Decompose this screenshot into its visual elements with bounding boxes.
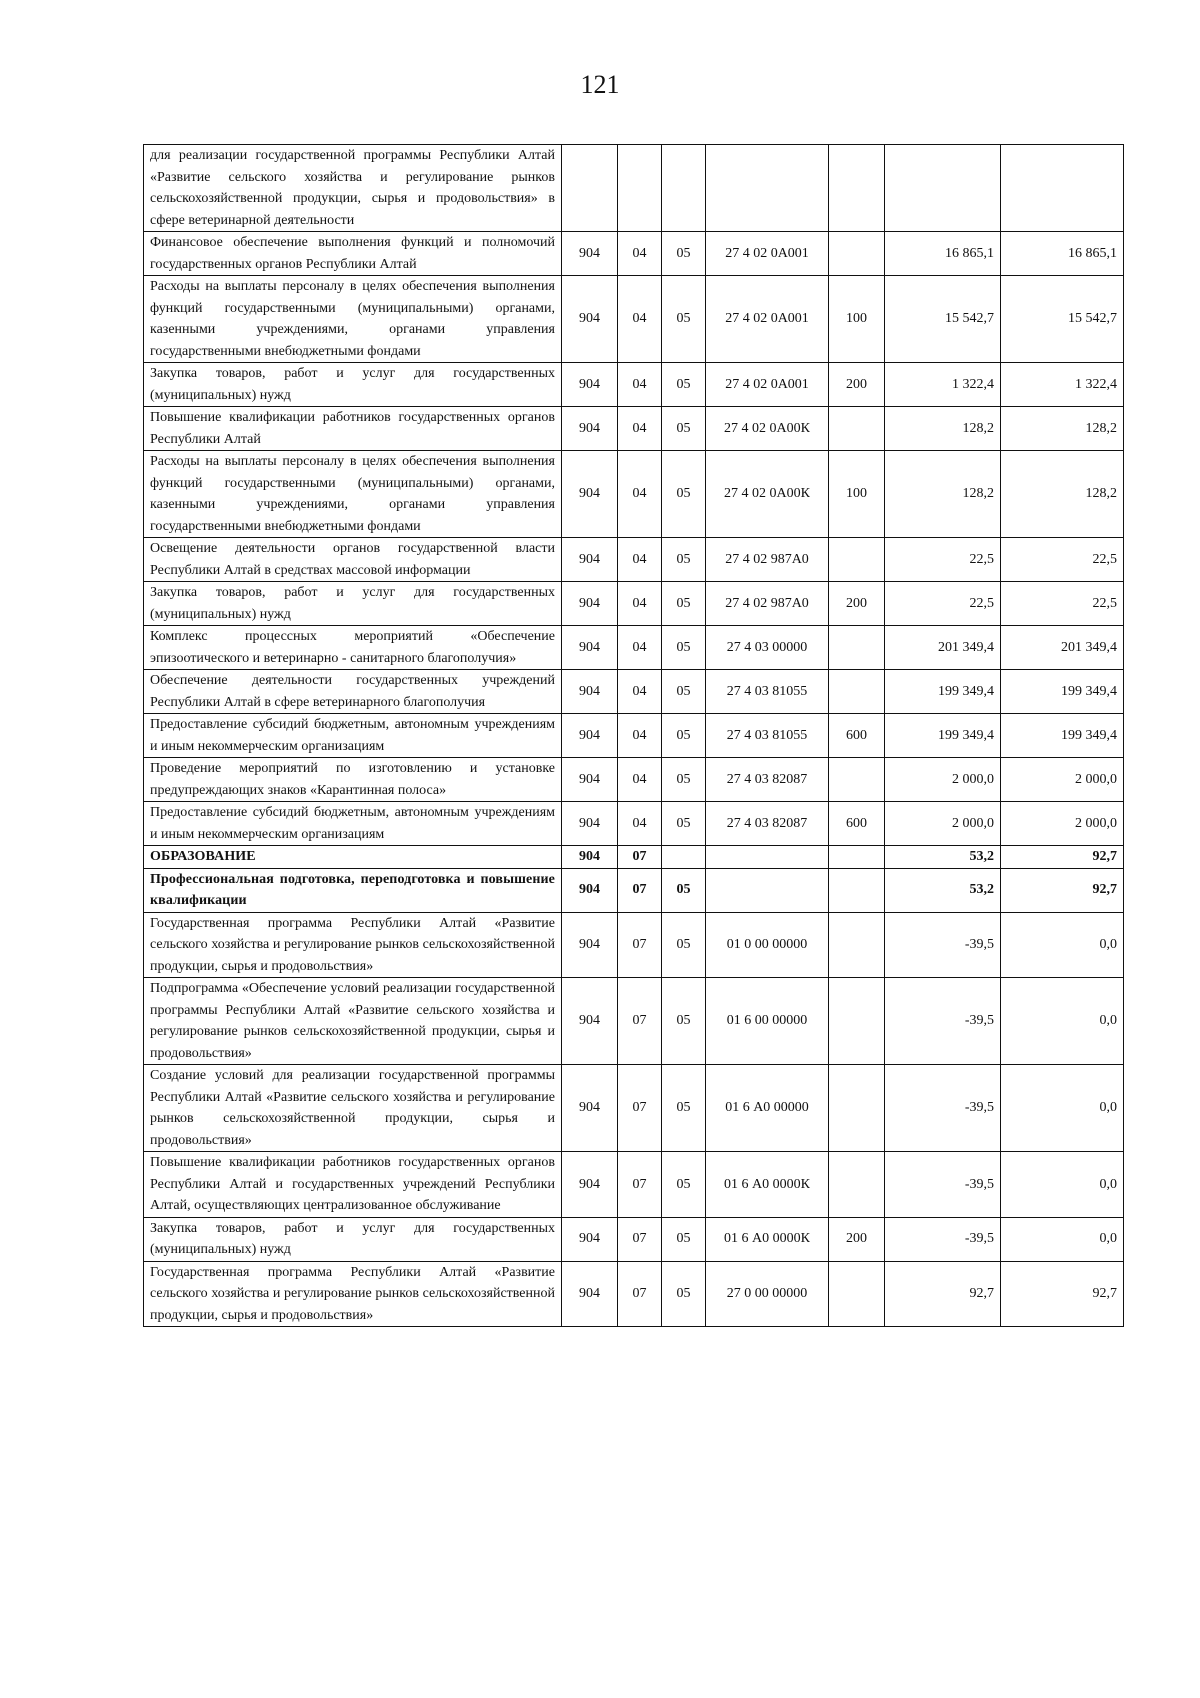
table-row <box>144 407 1124 451</box>
target-article-cell <box>706 868 829 912</box>
target-article-cell: 27 4 03 00000 <box>706 626 829 670</box>
section-code-cell: 04 <box>618 451 662 538</box>
table-row <box>144 802 1124 846</box>
section-code-cell: 04 <box>618 538 662 582</box>
amount-cell-1: 128,2 <box>885 407 1001 451</box>
subsection-code-cell: 05 <box>662 363 706 407</box>
amount-cell-2: 22,5 <box>1001 538 1124 582</box>
target-article-cell: 27 4 02 0А001 <box>706 276 829 363</box>
ministry-code-cell: 904 <box>562 802 618 846</box>
page-number: 121 <box>580 70 620 99</box>
section-code-cell: 07 <box>618 846 662 869</box>
amount-cell-2: 201 349,4 <box>1001 626 1124 670</box>
target-article-cell: 01 6 А0 0000К <box>706 1152 829 1218</box>
expense-name-cell: Комплекс процессных мероприятий «Обеспечение эпизоотического и ветеринарно - санитарного благополучия» <box>144 626 562 670</box>
amount-cell-2: 2 000,0 <box>1001 802 1124 846</box>
amount-cell-1: 2 000,0 <box>885 758 1001 802</box>
table-row <box>144 846 1124 869</box>
subsection-code-cell: 05 <box>662 868 706 912</box>
expense-type-cell <box>829 145 885 232</box>
table-row <box>144 626 1124 670</box>
ministry-code-cell: 904 <box>562 714 618 758</box>
expense-name-cell: Предоставление субсидий бюджетным, автономным учреждениям и иным некоммерческим организациям <box>144 714 562 758</box>
subsection-code-cell: 05 <box>662 1152 706 1218</box>
expense-name-cell: Закупка товаров, работ и услуг для государственных (муниципальных) нужд <box>144 363 562 407</box>
table-row <box>144 145 1124 232</box>
ministry-code-cell: 904 <box>562 451 618 538</box>
amount-cell-1: 22,5 <box>885 582 1001 626</box>
target-article-cell: 27 0 00 00000 <box>706 1261 829 1327</box>
ministry-code-cell: 904 <box>562 232 618 276</box>
expense-type-cell <box>829 232 885 276</box>
amount-cell-2: 128,2 <box>1001 451 1124 538</box>
ministry-code-cell: 904 <box>562 363 618 407</box>
amount-cell-2: 22,5 <box>1001 582 1124 626</box>
expense-type-cell <box>829 407 885 451</box>
table-row <box>144 1217 1124 1261</box>
expense-name-cell: Обеспечение деятельности государственных учреждений Республики Алтай в сфере ветеринарного благополучия <box>144 670 562 714</box>
target-article-cell: 27 4 02 987А0 <box>706 582 829 626</box>
amount-cell-2: 0,0 <box>1001 978 1124 1065</box>
target-article-cell: 27 4 02 987А0 <box>706 538 829 582</box>
target-article-cell: 27 4 02 0А00К <box>706 407 829 451</box>
ministry-code-cell: 904 <box>562 1217 618 1261</box>
expense-name-cell: Предоставление субсидий бюджетным, автономным учреждениям и иным некоммерческим организациям <box>144 802 562 846</box>
amount-cell-1: 53,2 <box>885 868 1001 912</box>
expense-name-cell: Расходы на выплаты персоналу в целях обеспечения выполнения функций государственными (муниципальными) органами, казенными учреждениями, органами управления государственными внебюджетными фондами <box>144 451 562 538</box>
expense-type-cell <box>829 1065 885 1152</box>
expense-type-cell: 600 <box>829 802 885 846</box>
subsection-code-cell: 05 <box>662 802 706 846</box>
amount-cell-2: 92,7 <box>1001 1261 1124 1327</box>
target-article-cell <box>706 846 829 869</box>
table-row <box>144 1261 1124 1327</box>
ministry-code-cell: 904 <box>562 758 618 802</box>
amount-cell-2: 128,2 <box>1001 407 1124 451</box>
expense-type-cell <box>829 912 885 978</box>
amount-cell-2: 0,0 <box>1001 1152 1124 1218</box>
expense-name-cell: Государственная программа Республики Алтай «Развитие сельского хозяйства и регулирование рынков сельскохозяйственной продукции, сырья и продовольствия» <box>144 1261 562 1327</box>
target-article-cell: 01 6 А0 0000К <box>706 1217 829 1261</box>
subsection-code-cell: 05 <box>662 1217 706 1261</box>
ministry-code-cell: 904 <box>562 1261 618 1327</box>
expense-type-cell <box>829 978 885 1065</box>
expense-name-cell: Закупка товаров, работ и услуг для государственных (муниципальных) нужд <box>144 1217 562 1261</box>
amount-cell-1: 199 349,4 <box>885 714 1001 758</box>
amount-cell-2: 92,7 <box>1001 846 1124 869</box>
ministry-code-cell: 904 <box>562 912 618 978</box>
section-code-cell: 04 <box>618 407 662 451</box>
table-row <box>144 538 1124 582</box>
budget-table <box>143 144 1124 1327</box>
amount-cell-1: 2 000,0 <box>885 802 1001 846</box>
section-code-cell: 04 <box>618 232 662 276</box>
subsection-code-cell: 05 <box>662 451 706 538</box>
table-row <box>144 1152 1124 1218</box>
table-row <box>144 451 1124 538</box>
section-code-cell <box>618 145 662 232</box>
amount-cell-1: 16 865,1 <box>885 232 1001 276</box>
expense-type-cell <box>829 670 885 714</box>
target-article-cell: 01 6 А0 00000 <box>706 1065 829 1152</box>
ministry-code-cell: 904 <box>562 670 618 714</box>
expense-name-cell: Повышение квалификации работников государственных органов Республики Алтай <box>144 407 562 451</box>
subsection-code-cell: 05 <box>662 714 706 758</box>
section-code-cell: 07 <box>618 1261 662 1327</box>
amount-cell-1: 201 349,4 <box>885 626 1001 670</box>
amount-cell-1: -39,5 <box>885 1152 1001 1218</box>
amount-cell-1: -39,5 <box>885 978 1001 1065</box>
expense-type-cell <box>829 758 885 802</box>
ministry-code-cell: 904 <box>562 846 618 869</box>
section-code-cell: 04 <box>618 363 662 407</box>
ministry-code-cell: 904 <box>562 978 618 1065</box>
amount-cell-2: 0,0 <box>1001 912 1124 978</box>
section-code-cell: 07 <box>618 1065 662 1152</box>
subsection-code-cell: 05 <box>662 232 706 276</box>
ministry-code-cell: 904 <box>562 626 618 670</box>
ministry-code-cell: 904 <box>562 276 618 363</box>
subsection-code-cell: 05 <box>662 758 706 802</box>
expense-type-cell: 200 <box>829 1217 885 1261</box>
subsection-code-cell: 05 <box>662 978 706 1065</box>
budget-table-body <box>144 145 1124 1327</box>
target-article-cell: 27 4 03 81055 <box>706 670 829 714</box>
amount-cell-1: 15 542,7 <box>885 276 1001 363</box>
amount-cell-1: 199 349,4 <box>885 670 1001 714</box>
section-code-cell: 04 <box>618 626 662 670</box>
table-row <box>144 868 1124 912</box>
ministry-code-cell: 904 <box>562 407 618 451</box>
amount-cell-1: 92,7 <box>885 1261 1001 1327</box>
subsection-code-cell: 05 <box>662 276 706 363</box>
expense-name-cell: Подпрограмма «Обеспечение условий реализации государственной программы Республики Алтай «Развитие сельского хозяйства и регулирование рынков сельскохозяйственной продукции, сырья и продовольствия» <box>144 978 562 1065</box>
subsection-code-cell: 05 <box>662 1065 706 1152</box>
expense-name-cell: Государственная программа Республики Алтай «Развитие сельского хозяйства и регулирование рынков сельскохозяйственной продукции, сырья и продовольствия» <box>144 912 562 978</box>
expense-type-cell <box>829 846 885 869</box>
subsection-code-cell: 05 <box>662 407 706 451</box>
section-code-cell: 07 <box>618 1217 662 1261</box>
subsection-code-cell <box>662 145 706 232</box>
target-article-cell: 27 4 03 82087 <box>706 802 829 846</box>
ministry-code-cell: 904 <box>562 582 618 626</box>
expense-name-cell: Проведение мероприятий по изготовлению и установке предупреждающих знаков «Карантинная полоса» <box>144 758 562 802</box>
amount-cell-2 <box>1001 145 1124 232</box>
target-article-cell: 27 4 02 0А00К <box>706 451 829 538</box>
amount-cell-2: 199 349,4 <box>1001 670 1124 714</box>
expense-name-cell: Закупка товаров, работ и услуг для государственных (муниципальных) нужд <box>144 582 562 626</box>
ministry-code-cell: 904 <box>562 538 618 582</box>
amount-cell-1: -39,5 <box>885 1217 1001 1261</box>
table-row <box>144 912 1124 978</box>
section-code-cell: 07 <box>618 1152 662 1218</box>
amount-cell-1: 22,5 <box>885 538 1001 582</box>
expense-type-cell: 100 <box>829 276 885 363</box>
subsection-code-cell: 05 <box>662 912 706 978</box>
expense-name-cell: Освещение деятельности органов государственной власти Республики Алтай в средствах массовой информации <box>144 538 562 582</box>
ministry-code-cell: 904 <box>562 1152 618 1218</box>
amount-cell-2: 1 322,4 <box>1001 363 1124 407</box>
amount-cell-2: 0,0 <box>1001 1217 1124 1261</box>
subsection-code-cell: 05 <box>662 538 706 582</box>
expense-name-cell: Повышение квалификации работников государственных органов Республики Алтай и государственных учреждений Республики Алтай, осуществляющих централизованное обслуживание <box>144 1152 562 1218</box>
target-article-cell: 27 4 02 0А001 <box>706 363 829 407</box>
ministry-code-cell <box>562 145 618 232</box>
subsection-code-cell: 05 <box>662 670 706 714</box>
target-article-cell <box>706 145 829 232</box>
amount-cell-2: 2 000,0 <box>1001 758 1124 802</box>
target-article-cell: 01 0 00 00000 <box>706 912 829 978</box>
section-code-cell: 07 <box>618 978 662 1065</box>
section-code-cell: 04 <box>618 582 662 626</box>
table-row <box>144 1065 1124 1152</box>
section-code-cell: 04 <box>618 758 662 802</box>
target-article-cell: 27 4 03 82087 <box>706 758 829 802</box>
amount-cell-1: 1 322,4 <box>885 363 1001 407</box>
expense-name-cell: Финансовое обеспечение выполнения функций и полномочий государственных органов Республики Алтай <box>144 232 562 276</box>
amount-cell-2: 92,7 <box>1001 868 1124 912</box>
subsection-code-cell: 05 <box>662 626 706 670</box>
amount-cell-1: 128,2 <box>885 451 1001 538</box>
amount-cell-2: 15 542,7 <box>1001 276 1124 363</box>
table-row <box>144 232 1124 276</box>
ministry-code-cell: 904 <box>562 868 618 912</box>
target-article-cell: 27 4 03 81055 <box>706 714 829 758</box>
expense-type-cell <box>829 1261 885 1327</box>
expense-name-cell: ОБРАЗОВАНИЕ <box>144 846 562 869</box>
ministry-code-cell: 904 <box>562 1065 618 1152</box>
section-code-cell: 04 <box>618 714 662 758</box>
section-code-cell: 04 <box>618 670 662 714</box>
section-code-cell: 07 <box>618 912 662 978</box>
amount-cell-2: 16 865,1 <box>1001 232 1124 276</box>
section-code-cell: 07 <box>618 868 662 912</box>
subsection-code-cell: 05 <box>662 582 706 626</box>
table-row <box>144 363 1124 407</box>
table-row <box>144 978 1124 1065</box>
amount-cell-2: 199 349,4 <box>1001 714 1124 758</box>
target-article-cell: 01 6 00 00000 <box>706 978 829 1065</box>
expense-type-cell <box>829 626 885 670</box>
amount-cell-2: 0,0 <box>1001 1065 1124 1152</box>
amount-cell-1: 53,2 <box>885 846 1001 869</box>
expense-type-cell: 200 <box>829 363 885 407</box>
expense-type-cell <box>829 868 885 912</box>
expense-type-cell <box>829 538 885 582</box>
expense-type-cell: 200 <box>829 582 885 626</box>
amount-cell-1: -39,5 <box>885 1065 1001 1152</box>
expense-type-cell <box>829 1152 885 1218</box>
expense-name-cell: Создание условий для реализации государственной программы Республики Алтай «Развитие сельского хозяйства и регулирование рынков сельскохозяйственной продукции, сырья и продовольствия» <box>144 1065 562 1152</box>
expense-type-cell: 100 <box>829 451 885 538</box>
subsection-code-cell: 05 <box>662 1261 706 1327</box>
section-code-cell: 04 <box>618 802 662 846</box>
expense-type-cell: 600 <box>829 714 885 758</box>
subsection-code-cell <box>662 846 706 869</box>
expense-name-cell: Расходы на выплаты персоналу в целях обеспечения выполнения функций государственными (муниципальными) органами, казенными учреждениями, органами управления государственными внебюджетными фондами <box>144 276 562 363</box>
table-row <box>144 276 1124 363</box>
amount-cell-1 <box>885 145 1001 232</box>
expense-name-cell: Профессиональная подготовка, переподготовка и повышение квалификации <box>144 868 562 912</box>
table-row <box>144 758 1124 802</box>
table-row <box>144 582 1124 626</box>
expense-name-cell: для реализации государственной программы Республики Алтай «Развитие сельского хозяйства и регулирование рынков сельскохозяйственной продукции, сырья и продовольствия» в сфере ветеринарной деятельности <box>144 145 562 232</box>
target-article-cell: 27 4 02 0А001 <box>706 232 829 276</box>
section-code-cell: 04 <box>618 276 662 363</box>
table-row <box>144 714 1124 758</box>
table-row <box>144 670 1124 714</box>
amount-cell-1: -39,5 <box>885 912 1001 978</box>
